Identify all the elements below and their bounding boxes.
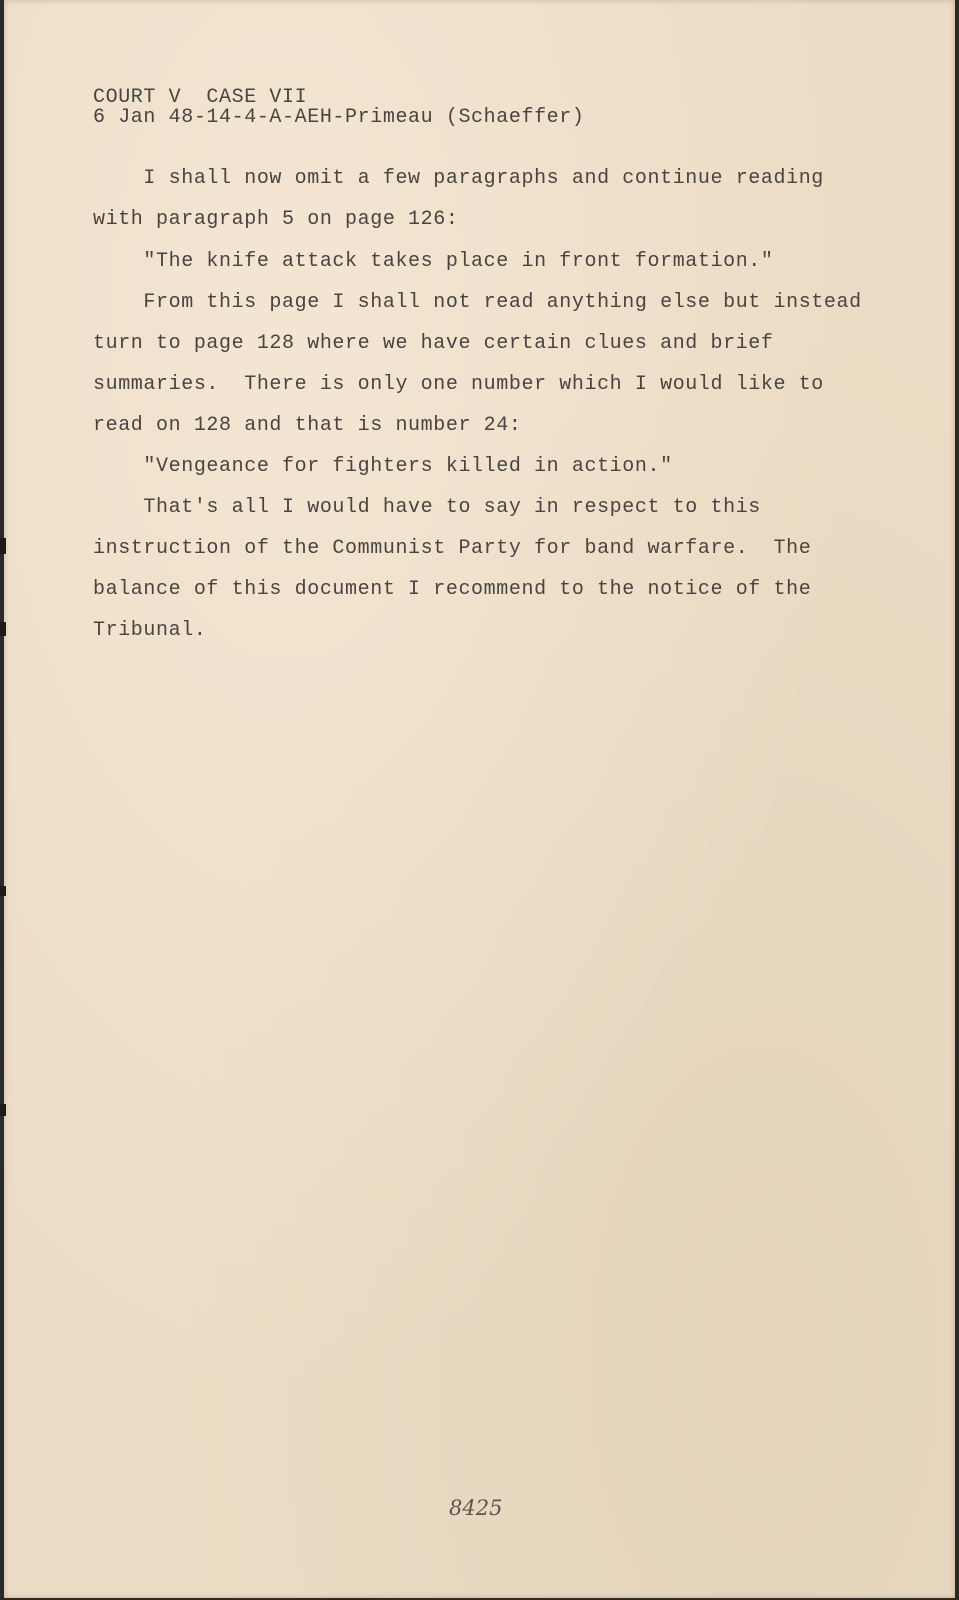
document-page: [4, 0, 955, 1598]
binding-mark: [0, 886, 6, 896]
body-line: I shall now omit a few paragraphs and continue reading: [93, 167, 824, 190]
body-line: "The knife attack takes place in front formation.": [93, 250, 774, 273]
binding-mark: [0, 1104, 6, 1116]
body-line: Tribunal.: [93, 619, 207, 642]
body-line: turn to page 128 where we have certain clues and brief: [93, 332, 774, 355]
body-line: summaries. There is only one number which I would like to: [93, 373, 824, 396]
page-number: 8425: [449, 1496, 503, 1520]
body-line: instruction of the Communist Party for band warfare. The: [93, 537, 812, 560]
body-line: "Vengeance for fighters killed in action.": [93, 455, 673, 478]
body-line: From this page I shall not read anything else but instead: [93, 291, 862, 314]
court-case-header: COURT V CASE VII: [93, 86, 308, 109]
body-line: read on 128 and that is number 24:: [93, 414, 522, 437]
date-transcript-header: 6 Jan 48-14-4-A-AEH-Primeau (Schaeffer): [93, 106, 585, 129]
body-line: That's all I would have to say in respect to this: [93, 496, 761, 519]
binding-mark: [0, 538, 6, 554]
binding-mark: [0, 622, 6, 636]
body-line: balance of this document I recommend to the notice of the: [93, 578, 812, 601]
body-line: with paragraph 5 on page 126:: [93, 208, 459, 231]
